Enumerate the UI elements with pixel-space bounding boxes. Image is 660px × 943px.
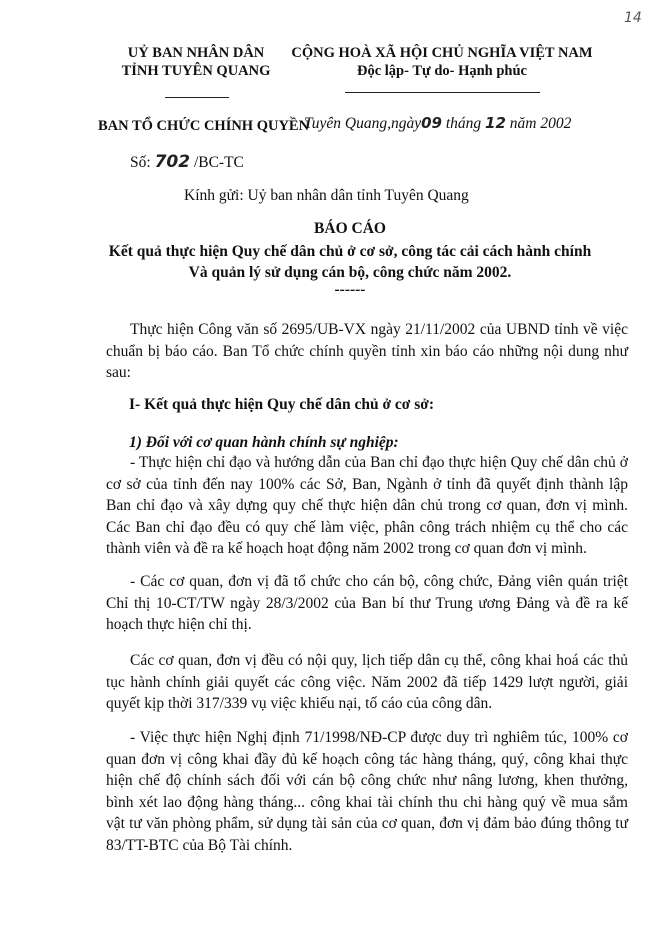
department-name: BAN TỔ CHỨC CHÍNH QUYỀN (98, 118, 310, 134)
subtitle-line-1: Kết quả thực hiện Quy chế dân chủ ở cơ sở, công tác cải cách hành chính (108, 243, 592, 260)
paragraph-2: - Các cơ quan, đơn vị đã tổ chức cho cán bộ, công chức, Đảng viên quán triệt Chỉ thị 10-CT/TW ngày 28/3/2002 của Ban bí thư Trung ương Đảng và đề ra kế hoạch thực hiện chỉ thị. (106, 573, 628, 633)
date-line (304, 114, 571, 133)
org-line-1: UỶ BAN NHÂN DÂN (127, 45, 265, 61)
issuing-authority (96, 44, 296, 80)
report-title: BÁO CÁO (314, 220, 386, 237)
doc-no-handwritten: 702 (154, 152, 191, 172)
org-underline (165, 97, 229, 98)
doc-no-prefix: Số: (130, 154, 151, 171)
page-number: 14 (624, 10, 642, 26)
date-month-word: tháng (445, 115, 482, 132)
report-subtitle (70, 241, 630, 297)
subsection-1-heading: 1) Đối với cơ quan hành chính sự nghiệp: (129, 434, 399, 451)
date-year: năm 2002 (509, 115, 572, 132)
doc-no-suffix: /BC-TC (193, 154, 244, 171)
section-1-heading: I- Kết quả thực hiện Quy chế dân chủ ở cơ sở: (129, 396, 435, 413)
national-motto (277, 44, 607, 80)
motto-underline (345, 92, 540, 93)
date-day: 09 (421, 114, 442, 132)
title-separator: ------ (334, 281, 366, 298)
date-prefix: Tuyên Quang,ngày (304, 115, 422, 132)
document-number (130, 152, 244, 172)
subtitle-line-2: Và quản lý sử dụng cán bộ, công chức năm 2002. (188, 264, 512, 281)
intro-paragraph: Thực hiện Công văn số 2695/UB-VX ngày 21/11/2002 của UBND tỉnh về việc chuẩn bị báo cáo. Ban Tổ chức chính quyền tỉnh xin báo cáo những nội dung như sau: (106, 321, 628, 381)
nation-line-2: Độc lập- Tự do- Hạnh phúc (357, 63, 527, 79)
paragraph-1: - Thực hiện chỉ đạo và hướng dẫn của Ban chỉ đạo thực hiện Quy chế dân chủ ở cơ sở của tỉnh đến nay 100% các Sở, Ban, Ngành ở tỉnh đã quyết định thành lập Ban chỉ đạo và xây dựng quy chế thực hiện dân chủ trong cơ quan, đơn vị mình. Các Ban chỉ đạo đều có quy chế làm việc, phân công trách nhiệm cụ thể cho các thành viên và đề ra kế hoạch hoạt động năm 2002 trong cơ quan đơn vị mình. (106, 454, 628, 557)
paragraph-4: - Việc thực hiện Nghị định 71/1998/NĐ-CP được duy trì nghiêm túc, 100% cơ quan đơn vị công khai đầy đủ kế hoạch công tác hàng tháng, quý, công khai thực hiện chế độ chính sách đối với cán bộ công chức như nâng lương, khen thưởng, bình xét lao động hàng tháng... công khai tài chính thu chi hàng quý về mua sắm vật tư văn phòng phẩm, sử dụng tài sản của cơ quan, đơn vị đảm bảo đúng thông tư 83/TT-BTC của Bộ Tài chính. (106, 729, 628, 854)
org-line-2: TỈNH TUYÊN QUANG (121, 63, 271, 79)
recipient-line: Kính gửi: Uỷ ban nhân dân tỉnh Tuyên Quang (184, 187, 469, 204)
nation-line-1: CỘNG HOÀ XÃ HỘI CHỦ NGHĨA VIỆT NAM (291, 45, 593, 61)
date-month: 12 (485, 114, 506, 132)
paragraph-3: Các cơ quan, đơn vị đều có nội quy, lịch tiếp dân cụ thể, công khai hoá các thủ tục hành chính giải quyết các công việc. Năm 2002 đã tiếp 1429 lượt người, giải quyết kịp thời 317/339 vụ việc khiếu nại, tố cáo của công dân. (106, 652, 628, 712)
